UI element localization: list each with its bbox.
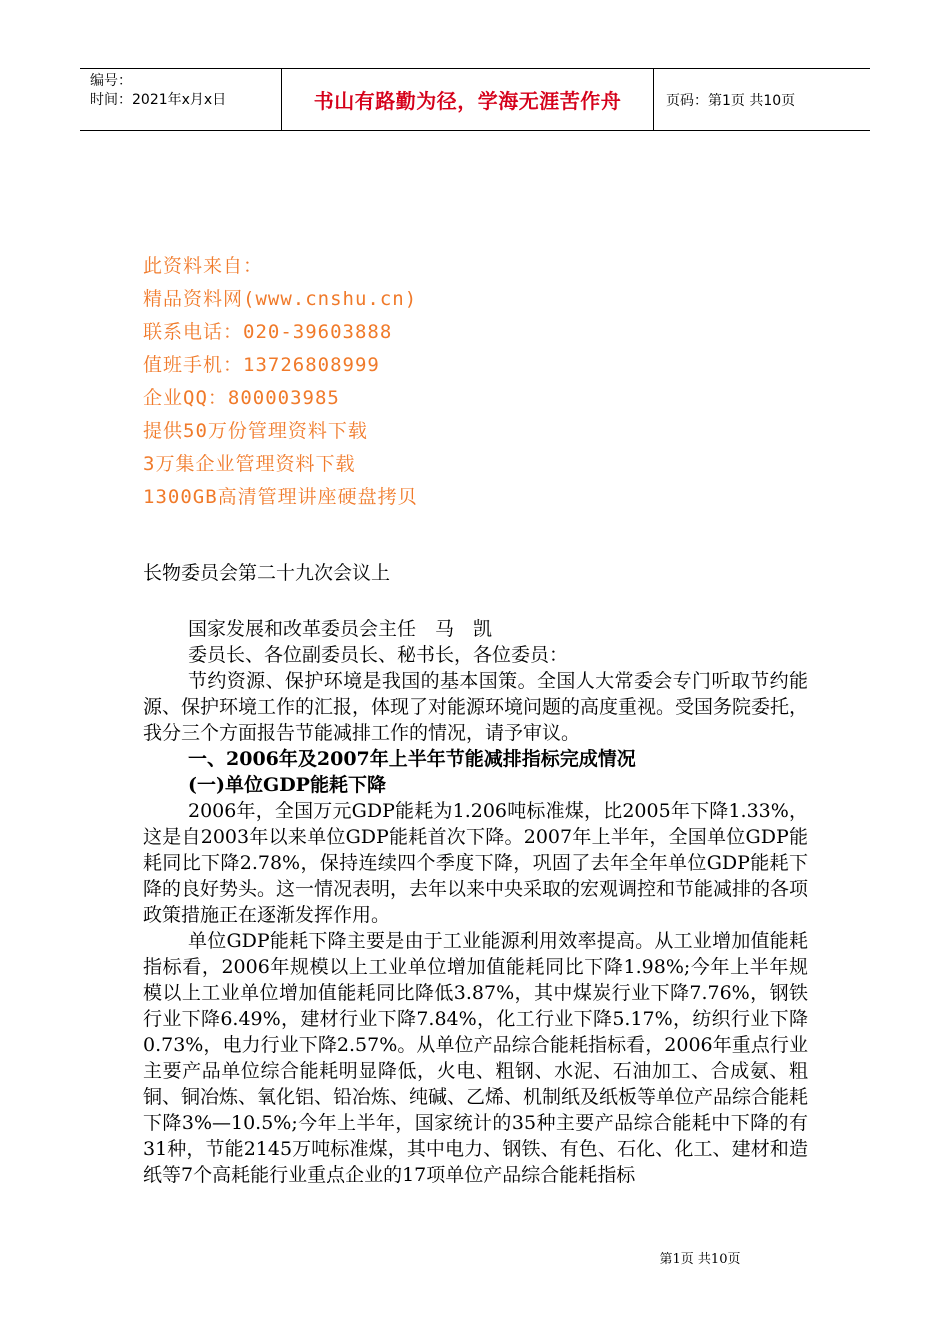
page-footer: 第1页 共10页 bbox=[659, 1252, 741, 1267]
document-header bbox=[80, 68, 870, 131]
body-title-line: 长物委员会第二十九次会议上 bbox=[143, 562, 391, 584]
promo-line: 精品资料网(www.cnshu.cn) bbox=[143, 288, 418, 310]
time-label: 时间：2021年x月x日 bbox=[90, 92, 227, 108]
promo-line: 3万集企业管理资料下载 bbox=[143, 453, 356, 475]
document-body bbox=[143, 560, 808, 1188]
number-label: 编号： bbox=[90, 73, 132, 89]
promo-line: 值班手机：13726808999 bbox=[143, 354, 380, 376]
promo-line: 此资料来自： bbox=[143, 255, 264, 277]
promo-line: 联系电话：020-39603888 bbox=[143, 321, 393, 343]
paragraph: 2006年，全国万元GDP能耗为1.206吨标准煤，比2005年下降1.33%，这是自2003年以来单位GDP能耗首次下降。2007年上半年，全国单位GDP能耗同比下降2.78%，保持连续四个季度下降，巩固了去年全年单位GDP能耗下降的良好势头。这一情况表明，去年以来中央采取的宏观调控和节能减排的各项政策措施正在逐渐发挥作用。 bbox=[143, 800, 809, 926]
paragraph: 单位GDP能耗下降主要是由于工业能源利用效率提高。从工业增加值能耗指标看，2006年规模以上工业单位增加值能耗同比下降1.98%;今年上半年规模以上工业单位增加值能耗同比降低3.87%，其中煤炭行业下降7.76%，钢铁行业下降6.49%，建材行业下降7.84%，化工行业下降5.17%，纺织行业下降0.73%，电力行业下降2.57%。从单位产品综合能耗指标看，2006年重点行业主要产品单位综合能耗明显降低，火电、粗钢、水泥、石油加工、合成氨、粗铜、铜冶炼、氧化铝、铅冶炼、纯碱、乙烯、机制纸及纸板等单位产品综合能耗下降3%—10.5%;今年上半年，国家统计的35种主要产品综合能耗中下降的有31种，节能2145万吨标准煤，其中电力、钢铁、有色、石化、化工、建材和造纸等7个高耗能行业重点企业的17项单位产品综合能耗指标 bbox=[143, 930, 809, 1186]
header-meta bbox=[80, 69, 281, 130]
page-label: 页码：第1页 共10页 bbox=[666, 92, 796, 109]
promo-line: 提供50万份管理资料下载 bbox=[143, 420, 368, 442]
promo-line: 1300GB高清管理讲座硬盘拷贝 bbox=[143, 486, 418, 508]
section-heading: 一、2006年及2007年上半年节能减排指标完成情况 bbox=[188, 748, 636, 770]
reporter-line: 国家发展和改革委员会主任 马 凯 bbox=[188, 618, 493, 640]
subsection-heading: (一)单位GDP能耗下降 bbox=[188, 774, 386, 796]
motto: 书山有路勤为径，学海无涯苦作舟 bbox=[313, 89, 622, 113]
salutation: 委员长、各位副委员长、秘书长，各位委员： bbox=[188, 644, 569, 666]
promo-line: 企业QQ：800003985 bbox=[143, 387, 340, 409]
promo-block bbox=[143, 250, 418, 514]
intro-paragraph: 节约资源、保护环境是我国的基本国策。全国人大常委会专门听取节约能源、保护环境工作的汇报，体现了对能源环境问题的高度重视。受国务院委托，我分三个方面报告节能减排工作的情况，请予审议。 bbox=[143, 670, 809, 744]
header-motto-cell bbox=[281, 69, 654, 130]
